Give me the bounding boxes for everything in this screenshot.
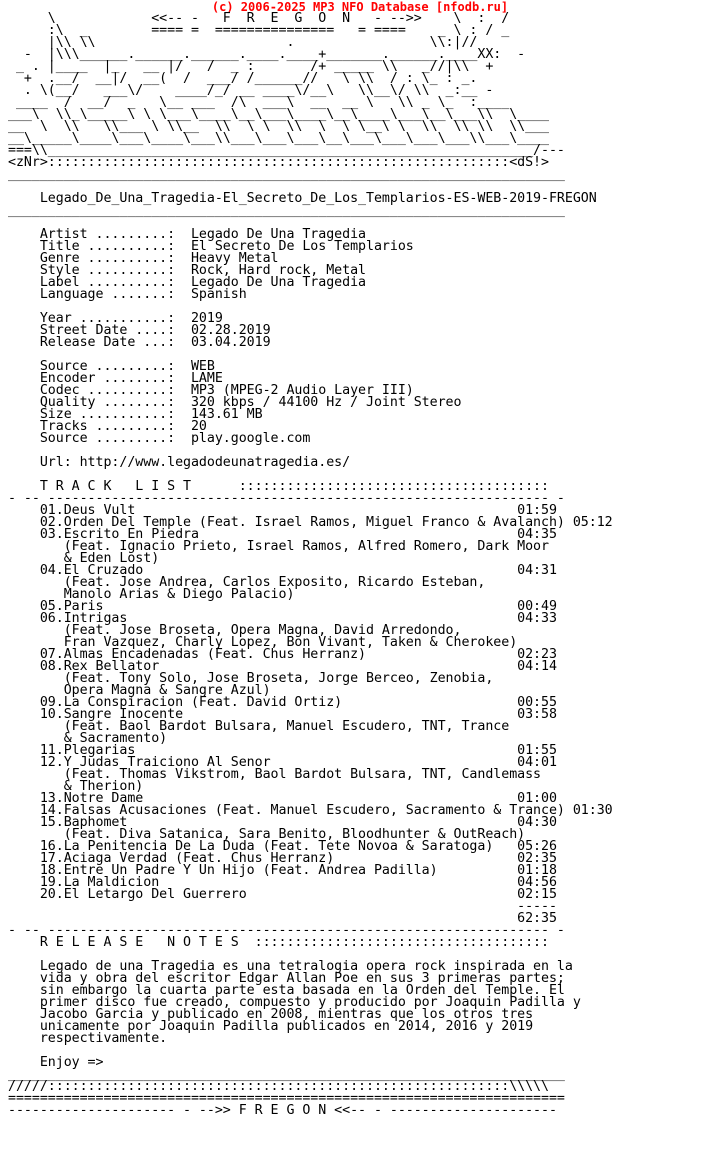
nfo-line: Quality ........: 320 kbps / 44100 Hz / Joint Stereo (8, 395, 462, 410)
nfo-line: ______________________________________________________________________ (8, 203, 565, 218)
nfo-line: Jacobo Garcia y publicado en 2008, mientras que los otros tres (8, 1007, 534, 1022)
nfo-line: Legado_De_Una_Tragedia-El_Secreto_De_Los_Templarios-ES-WEB-2019-FREGON (8, 191, 597, 206)
nfo-line: _ . |____ |_ __ |/ / _ : /+ _____ \\ _//|\\ + (8, 59, 494, 74)
nfo-line: unicamente por Joaquin Padilla publicados en 2014, 2016 y 2019 (8, 1019, 534, 1034)
nfo-line: 12.Y Judas Traiciono Al Senor 04:01 (8, 755, 557, 770)
nfo-line: - -- --------------------------------------------------------------- - (8, 923, 565, 938)
nfo-line: - |\\\______.______.______.____.____+_______.______.____XX: - (8, 47, 526, 62)
nfo-line: /////::::::::::::::::::::::::::::::::::::::::::::::::::::::::::\\\\\ (8, 1079, 549, 1094)
nfo-line: Genre ..........: Heavy Metal (8, 251, 279, 266)
nfo-line: :\ _ ==== = =============== = ==== _ \ : / _ (8, 23, 510, 38)
nfo-line: Enjoy => (8, 1055, 104, 1070)
nfo-line: ----- (8, 899, 557, 914)
nfo-line: 17.Aciaga Verdad (Feat. Chus Herranz) 02:35 (8, 851, 557, 866)
nfo-line: 08.Rex Bellator 04:14 (8, 659, 557, 674)
nfo-line: Encoder ........: LAME (8, 371, 223, 386)
nfo-line: 02.Orden Del Temple (Feat. Israel Ramos, Miguel Franco & Avalanch) 05:12 (8, 515, 613, 530)
nfo-line: Legado de una Tragedia es una tetralogia opera rock inspirada en la (8, 959, 573, 974)
nfo-line: 14.Falsas Acusaciones (Feat. Manuel Escudero, Sacramento & Trance) 01:30 (8, 803, 613, 818)
nfo-line: 07.Almas Encadenadas (Feat. Chus Herranz) 02:23 (8, 647, 557, 662)
nfo-line: (Feat. Diva Satanica, Sara Benito, Bloodhunter & OutReach) (8, 827, 526, 842)
nfo-line: 09.La Conspiracion (Feat. David Ortiz) 00:55 (8, 695, 557, 710)
nfo-line: |\\ \\ . \\:|// (8, 35, 478, 50)
nfo-line: & Eden Lost) (8, 551, 160, 566)
nfo-line: (Feat. Jose Broseta, Opera Magna, David Arredondo, (8, 623, 462, 638)
nfo-line: ===\\_____________________________________________________________/--- (8, 143, 565, 158)
nfo-line: 04.El Cruzado 04:31 (8, 563, 557, 578)
nfo-line: Style ..........: Rock, Hard rock, Metal (8, 263, 366, 278)
nfo-line: Source .........: WEB (8, 359, 215, 374)
nfo-line: & Therion) (8, 779, 144, 794)
nfo-line: \ <<-- - F R E G O N - -->> \ : / (8, 11, 510, 26)
nfo-line: ______________________________________________________________________ (8, 167, 565, 182)
nfo-line: Fran Vazquez, Charly Lopez, Bon Vivant, Taken & Cherokee) (8, 635, 518, 650)
nfo-line: Street Date ....: 02.28.2019 (8, 323, 271, 338)
nfo-line: ====================================================================== (8, 1091, 565, 1106)
nfo-line: . \(__/ ___\/ ____/_/ __ ____\/__\ \\__\/ \\ _:__ - (8, 83, 494, 98)
nfo-line: 11.Plegarias 01:55 (8, 743, 557, 758)
nfo-line: (Feat. Jose Andrea, Carlos Exposito, Ricardo Esteban, (8, 575, 486, 590)
nfo-line: 06.Intrigas 04:33 (8, 611, 557, 626)
nfo-line: (Feat. Thomas Vikstrom, Baol Bardot Bulsara, TNT, Candlemass (8, 767, 542, 782)
nfo-line: Language .......: Spanish (8, 287, 247, 302)
nfo-line: 13.Notre Dame 01:00 (8, 791, 557, 806)
nfo-line: (Feat. Tony Solo, Jose Broseta, Jorge Berceo, Zenobia, (8, 671, 494, 686)
nfo-line: - -- --------------------------------------------------------------- - (8, 491, 565, 506)
nfo-line: Opera Magna & Sangre Azul) (8, 683, 271, 698)
nfo-line: 62:35 (8, 911, 557, 926)
nfo-line: Manolo Arias & Diego Palacio) (8, 587, 295, 602)
nfo-line: ___\ \\_\_____\ \ \___\____\__\___\____\__\____\___\__\___\\ \____ (8, 107, 549, 122)
nfo-line: 18.Entre Un Padre Y Un Hijo (Feat. Andrea Padilla) 01:18 (8, 863, 557, 878)
nfo-line: R E L E A S E N O T E S ::::::::::::::::::::::::::::::::::::: (8, 935, 549, 950)
nfo-line: 03.Escrito En Piedra 04:35 (8, 527, 557, 542)
nfo-line: ______________________________________________________________________ (8, 1067, 565, 1082)
nfo-line: 19.La Maldicion 04:56 (8, 875, 557, 890)
nfo-line: 05.Paris 00:49 (8, 599, 557, 614)
nfo-line: Year ...........: 2019 (8, 311, 223, 326)
site-header[interactable]: (c) 2006-2025 MP3 NFO Database [nfodb.ru] (211, 0, 509, 14)
nfo-line: & Sacramento) (8, 731, 168, 746)
nfo-line: primer disco fue creado, compuesto y producido por Joaquin Padilla y (8, 995, 581, 1010)
nfo-line: Label ..........: Legado De Una Tragedia (8, 275, 366, 290)
nfo-line: __\_____\____\___\____\___\\___\___\___\__\___\___\___\___\\___\____ (8, 131, 549, 146)
nfo-line: 15.Baphomet 04:30 (8, 815, 557, 830)
nfo-line: Title ..........: El Secreto De Los Templarios (8, 239, 414, 254)
nfo-line: ____ / __/ _ \__ ___ /\ ___\ __ __ \ \\ _ \_ :____ (8, 95, 510, 110)
nfo-line: Release Date ...: 03.04.2019 (8, 335, 271, 350)
nfo-line: Artist .........: Legado De Una Tragedia (8, 227, 366, 242)
nfo-line: 16.La Penitencia De La Duda (Feat. Tete Novoa & Saratoga) 05:26 (8, 839, 557, 854)
nfo-line: 20.El Letargo Del Guerrero 02:15 (8, 887, 557, 902)
nfo-text-block (8, 13, 613, 1117)
nfo-line: (Feat. Baol Bardot Bulsara, Manuel Escudero, TNT, Trance (8, 719, 510, 734)
nfo-line: 01.Deus Vult 01:59 (8, 503, 557, 518)
nfo-line: sin embargo la cuarta parte esta basada en la Orden del Temple. El (8, 983, 565, 998)
nfo-line: __ \ \\ \\___ \ \\__ \\ \ \ \\ \ \ \__\ \ \\ \\ \\ \\___ (8, 119, 549, 134)
nfo-line: 10.Sangre Inocente 03:58 (8, 707, 557, 722)
nfo-line: T R A C K L I S T ::::::::::::::::::::::::::::::::::::::: (8, 479, 549, 494)
nfo-line: <zNr>::::::::::::::::::::::::::::::::::::::::::::::::::::::::::<dS!> (8, 155, 549, 170)
nfo-line: vida y obra del escritor Edgar Allan Poe en sus 3 primeras partes; (8, 971, 565, 986)
nfo-line: respectivamente. (8, 1031, 168, 1046)
nfo-line: Size ...........: 143.61 MB (8, 407, 263, 422)
nfo-line: Source .........: play.google.com (8, 431, 311, 446)
nfo-line: + .__/ __|/ __( / ___/ /______// \ \\ / : \_ : _. (8, 71, 478, 86)
nfo-line: Url: http://www.legadodeunatragedia.es/ (8, 455, 351, 470)
nfo-line: Codec ..........: MP3 (MPEG-2 Audio Layer III) (8, 383, 414, 398)
nfo-line: --------------------- - -->> F R E G O N <<-- - --------------------- (8, 1103, 557, 1118)
nfo-line: Tracks .........: 20 (8, 419, 207, 434)
nfo-line: (Feat. Ignacio Prieto, Israel Ramos, Alfred Romero, Dark Moor (8, 539, 549, 554)
